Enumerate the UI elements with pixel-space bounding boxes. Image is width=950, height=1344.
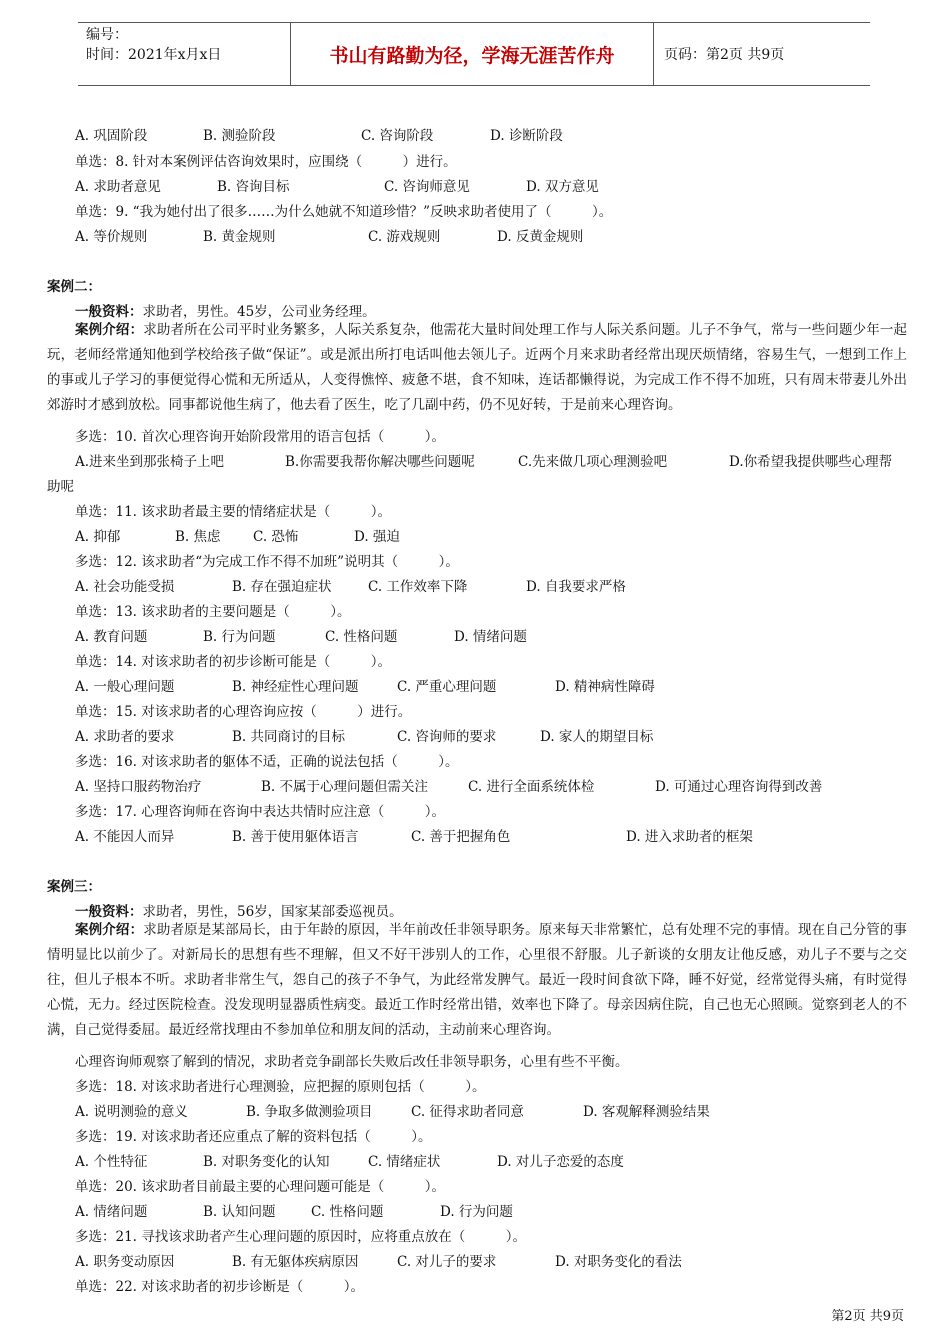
option: D. 诊断阶段 [490,128,563,144]
option: C. 咨询师意见 [384,179,470,195]
option: D. 客观解释测验结果 [583,1104,710,1120]
case2-intro [47,318,907,418]
case3-general [75,900,403,920]
option: A. 情绪问题 [75,1204,148,1220]
option: B. 测验阶段 [203,128,276,144]
option: D. 情绪问题 [454,629,527,645]
question-12: 多选：12. 该求助者“为完成工作不得不加班”说明其（ ）。 [75,554,459,570]
option: C. 工作效率下降 [368,579,468,595]
header-page-info: 页码：第2页 共9页 [664,47,785,63]
header-motto: 书山有路勤为径，学海无涯苦作舟 [329,44,615,67]
option: B. 有无躯体疾病原因 [232,1254,359,1270]
option: C. 严重心理问题 [397,679,497,695]
option: C. 征得求助者同意 [411,1104,524,1120]
option: D. 进入求助者的框架 [626,829,753,845]
option: D. 行为问题 [440,1204,513,1220]
option: C. 善于把握角色 [411,829,511,845]
option: C. 恐怖 [253,529,299,545]
option: D. 对儿子恋爱的态度 [497,1154,624,1170]
question-13: 单选：13. 该求助者的主要问题是（ ）。 [75,604,351,620]
question-19: 多选：19. 对该求助者还应重点了解的资料包括（ ）。 [75,1129,432,1145]
option: B. 存在强迫症状 [232,579,332,595]
option: D. 可通过心理咨询得到改善 [655,779,823,795]
option: A. 等价规则 [75,229,148,245]
option: D. 对职务变化的看法 [555,1254,682,1270]
doc-number-label: 编号： [86,27,128,43]
option: C. 咨询师的要求 [397,729,497,745]
option: D. 家人的期望目标 [540,729,654,745]
option: C. 情绪症状 [368,1154,441,1170]
question-18: 多选：18. 对该求助者进行心理测验，应把握的原则包括（ ）。 [75,1079,486,1095]
option: A. 求助者意见 [75,179,161,195]
option: B. 争取多做测验项目 [246,1104,373,1120]
option: A. 个性特征 [75,1154,148,1170]
case2-general [75,300,376,320]
case3-title: 案例三： [47,879,101,895]
general-text: 求助者，男性。45岁，公司业务经理。 [142,304,376,320]
page-footer: 第2页 共9页 [831,1309,904,1324]
intro-label: 案例介绍： [75,922,144,938]
option: D.你希望我提供哪些心理帮 [729,454,893,470]
question-16: 多选：16. 对该求助者的躯体不适，正确的说法包括（ ）。 [75,754,459,770]
question-22: 单选：22. 对该求助者的初步诊断是（ ）。 [75,1279,365,1295]
option: D. 反黄金规则 [497,229,584,245]
header-meta [86,25,286,65]
option: B. 共同商讨的目标 [232,729,346,745]
option: C. 性格问题 [325,629,398,645]
question-20: 单选：20. 该求助者目前最主要的心理问题可能是（ ）。 [75,1179,446,1195]
case2-title: 案例二： [47,279,101,295]
q10-continuation: 助呢 [47,479,74,495]
option: A. 坚持口服药物治疗 [75,779,202,795]
option: B. 对职务变化的认知 [203,1154,330,1170]
general-label: 一般资料： [75,904,143,920]
option: B.你需要我帮你解决哪些问题呢 [285,454,475,470]
question-11: 单选：11. 该求助者最主要的情绪症状是（ ）。 [75,504,392,520]
general-label: 一般资料： [75,304,143,320]
option: B. 行为问题 [203,629,276,645]
option: A. 一般心理问题 [75,679,175,695]
header-divider [653,23,654,85]
option: A. 社会功能受损 [75,579,175,595]
option: D. 精神病性障碍 [555,679,655,695]
option: C.先来做几项心理测验吧 [518,454,668,470]
option: D. 自我要求严格 [526,579,626,595]
option: B. 黄金规则 [203,229,276,245]
doc-time: 时间：2021年x月x日 [86,47,222,63]
option: A. 职务变动原因 [75,1254,175,1270]
option: C. 游戏规则 [368,229,441,245]
intro-text: 求助者原是某部局长，由于年龄的原因，半年前改任非领导职务。原来每天非常繁忙，总有处理不完的事情。现在自己分管的事情明显比以前少了。对新局长的思想有些不理解，但又不好干涉别人的工作，心里很不舒服。儿子新谈的女朋友让他反感，劝儿子不要与之交往，但儿子根本不听。求助者非常生气，怨自己的孩子不争气，为此经常发脾气。最近一段时间食欲下降，睡不好觉，经常觉得头痛，有时觉得心慌，无力。经过医院检查。没发现明显器质性病变。最近工作时经常出错，效率也下降了。母亲因病住院，自己也无心照顾。觉察到老人的不满，自己觉得委屈。最近经常找理由不参加单位和朋友间的活动，主动前来心理咨询。 [47,922,908,1038]
option: A. 抑郁 [75,529,121,545]
option: A. 巩固阶段 [75,128,148,144]
option: B. 焦虑 [175,529,221,545]
option: A. 求助者的要求 [75,729,175,745]
option: A. 不能因人而异 [75,829,175,845]
case3-observation: 心理咨询师观察了解到的情况，求助者竞争副部长失败后改任非领导职务，心里有些不平衡。 [75,1054,629,1070]
question-15: 单选：15. 对该求助者的心理咨询应按（ ）进行。 [75,704,412,720]
option: B. 不属于心理问题但需关注 [261,779,429,795]
option: C. 咨询阶段 [361,128,434,144]
option: A. 说明测验的意义 [75,1104,188,1120]
option: C. 性格问题 [311,1204,384,1220]
general-text: 求助者，男性，56岁，国家某部委巡视员。 [142,904,403,920]
option: C. 对儿子的要求 [397,1254,497,1270]
option: B. 善于使用躯体语言 [232,829,359,845]
question-8: 单选：8. 针对本案例评估咨询效果时，应围绕（ ）进行。 [75,154,457,170]
question-21: 多选：21. 寻找该求助者产生心理问题的原因时，应将重点放在（ ）。 [75,1229,527,1245]
page-header [78,22,870,86]
option: A.进来坐到那张椅子上吧 [75,454,225,470]
question-17: 多选：17. 心理咨询师在咨询中表达共情时应注意（ ）。 [75,804,446,820]
question-10: 多选：10. 首次心理咨询开始阶段常用的语言包括（ ）。 [75,429,446,445]
option: C. 进行全面系统体检 [468,779,595,795]
intro-text: 求助者所在公司平时业务繁多，人际关系复杂，他需花大量时间处理工作与人际关系问题。儿子不争气，常与一些问题少年一起玩，老师经常通知他到学校给孩子做“保证”。或是派出所打电话叫他去领儿子。近两个月来求助者经常出现厌烦情绪，容易生气，一想到工作上的事或儿子学习的事便觉得心慌和无所适从，人变得憔悴、疲惫不堪，食不知味，连话都懒得说，为完成工作不得不加班，只有周末带妻儿外出郊游时才感到放松。同事都说他生病了，他去看了医生，吃了几副中药，仍不见好转，于是前来心理咨询。 [47,322,908,413]
option: B. 神经症性心理问题 [232,679,359,695]
case3-intro [47,918,907,1043]
option: A. 教育问题 [75,629,148,645]
intro-label: 案例介绍： [75,322,144,338]
option: D. 强迫 [354,529,400,545]
question-14: 单选：14. 对该求助者的初步诊断可能是（ ）。 [75,654,392,670]
option: B. 咨询目标 [217,179,290,195]
option: D. 双方意见 [526,179,599,195]
option: B. 认知问题 [203,1204,276,1220]
question-9: 单选：9. “我为她付出了很多……为什么她就不知道珍惜？”反映求助者使用了（ ）。 [75,204,613,220]
